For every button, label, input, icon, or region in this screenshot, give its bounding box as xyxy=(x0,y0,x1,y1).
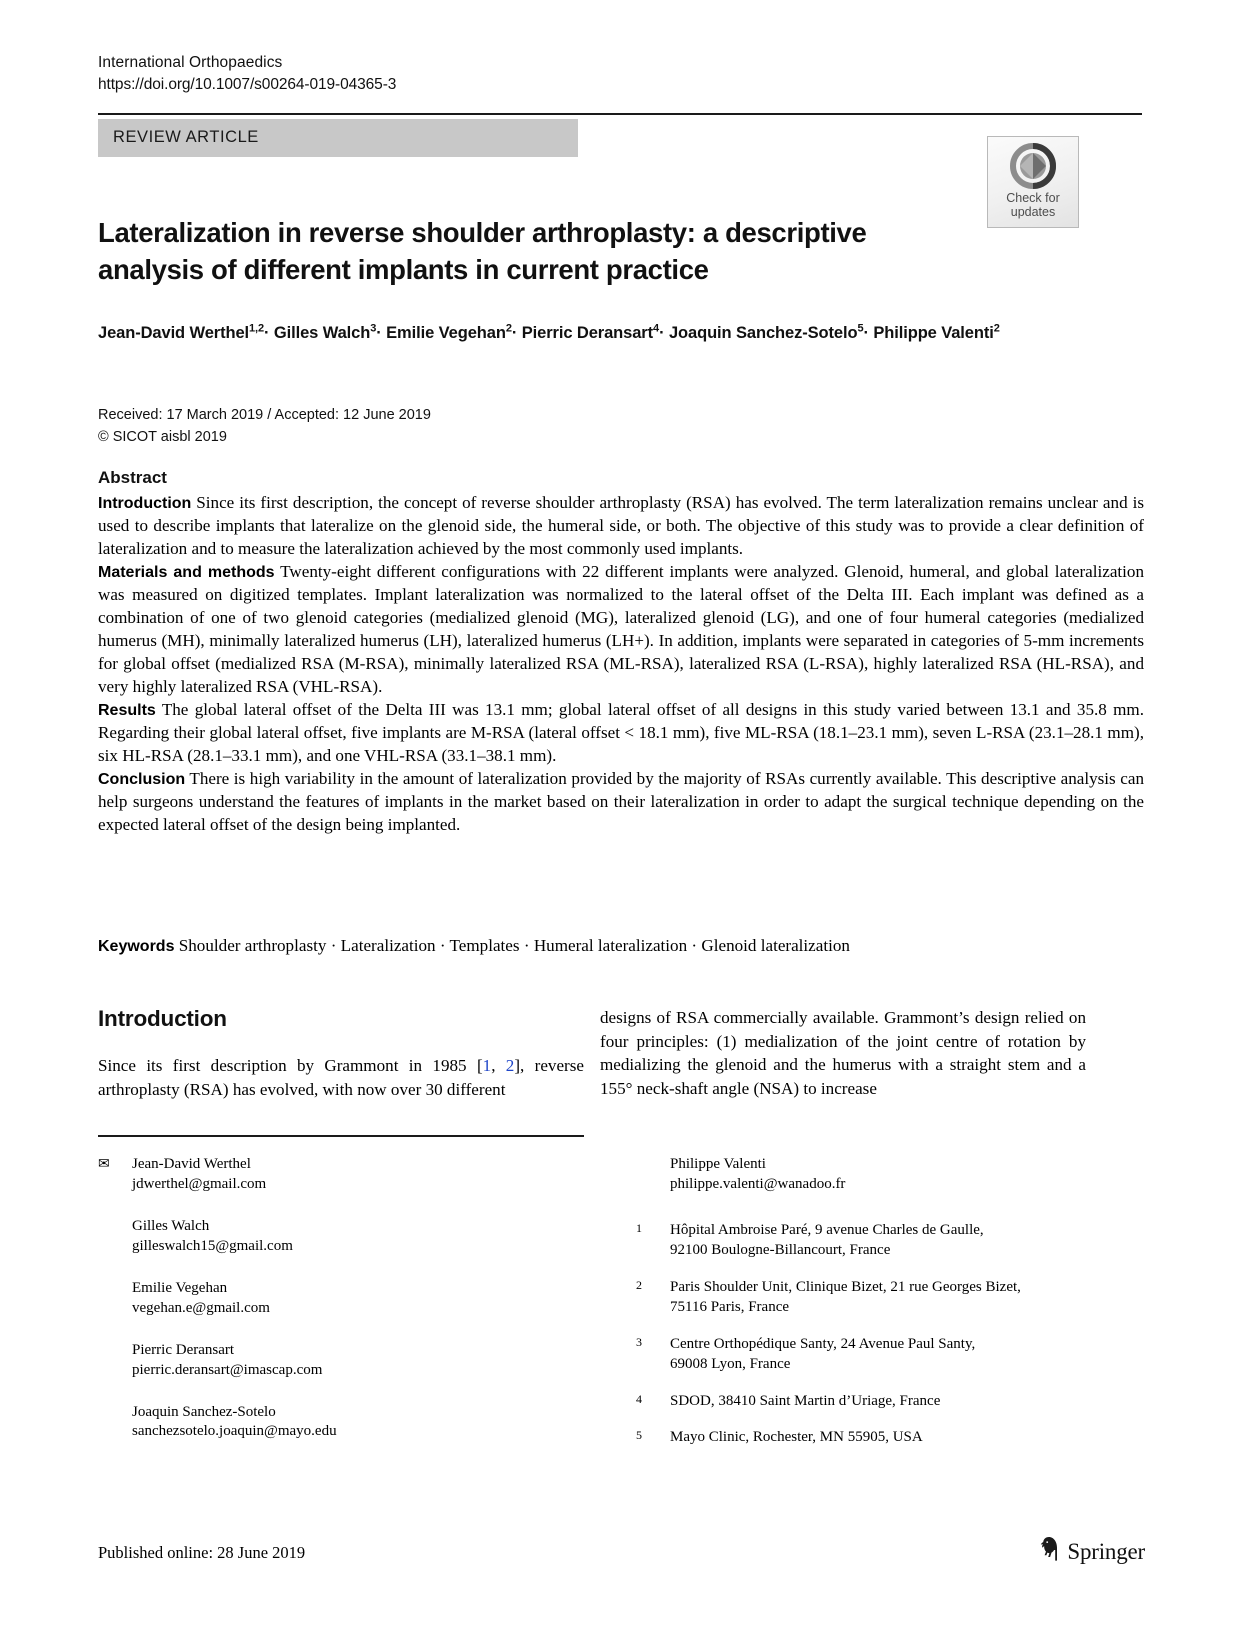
contact-entry xyxy=(98,1217,584,1257)
footnote-rule xyxy=(98,1135,584,1137)
body-column-left xyxy=(98,1006,584,1101)
contact-name: Joaquin Sanchez-Sotelo xyxy=(132,1403,276,1420)
contact-entry xyxy=(98,1155,584,1195)
author-name[interactable]: Philippe Valenti xyxy=(873,324,994,342)
affiliation-line1: Centre Orthopédique Santy, 24 Avenue Paul Santy, xyxy=(670,1335,976,1352)
contact-details xyxy=(132,1155,584,1195)
abstract-body xyxy=(98,492,1144,837)
contact-email[interactable]: sanchezsotelo.joaquin@mayo.edu xyxy=(132,1423,337,1440)
abstract-heading: Abstract xyxy=(98,468,167,487)
crossmark-label-line1: Check for xyxy=(1006,191,1060,205)
author-separator: · xyxy=(511,324,518,342)
author-separator: · xyxy=(863,324,869,342)
abstract-section-text: There is high variability in the amount of lateralization provided by the majority of RSAs currently available. This descriptive analysis can help surgeons understand the features of implants in the market based on their lateralization in order to adapt the surgical technique depending on the expected lateral offset of the design being implanted. xyxy=(98,768,1144,834)
contact-details xyxy=(132,1217,584,1257)
header-rule xyxy=(98,113,1142,115)
author-affil-marker: 2 xyxy=(505,322,512,335)
keywords-line xyxy=(98,934,1144,958)
author-name[interactable]: Gilles Walch xyxy=(273,324,371,342)
author-affil-marker: 3 xyxy=(370,322,377,335)
publication-dates xyxy=(98,405,798,449)
keyword-item[interactable]: Humeral lateralization xyxy=(533,936,688,955)
envelope-icon-placeholder xyxy=(98,1403,132,1443)
abstract-section-text: The global lateral offset of the Delta III was 13.1 mm; global lateral offset of all designs in this study varied between 13.1 and 35.8 mm. Regarding their global lateral offset, five implants are M-RSA (lateral offset < 18.1 mm), five ML-RSA (18.1–23.1 mm), seven L-RSA (23.1–28.1 mm), six HL-RSA (28.1–33.1 mm), and one VHL-RSA (33.1–38.1 mm). xyxy=(98,699,1145,765)
published-online-line: Published online: 28 June 2019 xyxy=(98,1543,306,1562)
affiliation-number: 2 xyxy=(636,1277,642,1292)
affiliation-line2: 69008 Lyon, France xyxy=(670,1355,791,1372)
affiliation-number: 1 xyxy=(636,1220,642,1235)
contact-entry xyxy=(98,1403,584,1443)
affiliation-address xyxy=(670,1278,1096,1318)
author-separator: · xyxy=(659,324,665,342)
contact-entry xyxy=(98,1341,584,1381)
affiliation-line1: Hôpital Ambroise Paré, 9 avenue Charles de Gaulle, xyxy=(670,1221,984,1238)
contact-name: Emilie Vegehan xyxy=(132,1279,228,1296)
envelope-icon-placeholder xyxy=(98,1217,132,1257)
keyword-item[interactable]: Shoulder arthroplasty xyxy=(178,936,327,955)
author-affil-marker: 2 xyxy=(993,322,1000,335)
affiliation-address xyxy=(670,1335,1096,1375)
author-separator: · xyxy=(264,324,270,342)
citation-comma: , xyxy=(491,1056,506,1075)
affiliation-address xyxy=(670,1392,1096,1412)
publisher-name: Springer xyxy=(1067,1538,1145,1564)
abstract-section-text: Twenty-eight different configurations with 22 different implants were analyzed. Glenoid, humeral, and global lateralization was measured on digitized templates. Implant lateralization was normalized to the lateral offset of the Delta III. Each implant was defined as a combination of one of two glenoid categories (medialized glenoid (MG), lateralized glenoid (LG), and one of four humeral categories (medialized humerus (MH), minimally lateralized humerus (LH), lateralized humerus (LH+). In addition, implants were separated in categories of 5-mm increments for global offset (medialized RSA (M-RSA), minimally lateralized RSA (ML-RSA), lateralized RSA (L-RSA), highly lateralized RSA (HL-RSA), and very highly lateralized RSA (VHL-RSA). xyxy=(98,561,1144,696)
intro-text-pre: Since its first description by Grammont in 1985 [ xyxy=(98,1056,483,1075)
affiliation-line2: 75116 Paris, France xyxy=(670,1298,790,1315)
affiliation-number: 4 xyxy=(636,1391,642,1406)
affiliation-entry xyxy=(636,1335,1096,1375)
publisher-logo xyxy=(1038,1536,1145,1567)
contact-name: Philippe Valenti xyxy=(670,1156,766,1172)
envelope-icon-placeholder xyxy=(98,1279,132,1319)
journal-name: International Orthopaedics xyxy=(98,54,283,71)
abstract-section-label: Introduction xyxy=(98,495,192,512)
affiliation-line1: SDOD, 38410 Saint Martin d’Uriage, France xyxy=(670,1392,941,1409)
contact-details xyxy=(132,1341,584,1381)
affiliation-entry xyxy=(636,1278,1096,1318)
author-list xyxy=(98,320,1058,347)
copyright-line: © SICOT aisbl 2019 xyxy=(98,428,227,445)
author-name[interactable]: Pierric Deransart xyxy=(521,324,654,342)
keyword-item[interactable]: Templates xyxy=(449,936,520,955)
affiliation-line1: Mayo Clinic, Rochester, MN 55905, USA xyxy=(670,1429,923,1446)
contact-email[interactable]: vegehan.e@gmail.com xyxy=(132,1299,270,1316)
abstract-section xyxy=(98,561,1144,699)
affiliation-address xyxy=(670,1428,1096,1448)
contact-entry xyxy=(636,1155,1096,1195)
page-title: Lateralization in reverse shoulder arthroplasty: a descriptive analysis of different implants in current practice xyxy=(98,217,867,285)
author-affil-marker: 5 xyxy=(857,322,864,335)
doi-link[interactable]: https://doi.org/10.1007/s00264-019-04365-3 xyxy=(98,76,397,94)
crossmark-label xyxy=(1006,191,1060,219)
affiliations-block xyxy=(636,1155,1096,1465)
journal-masthead xyxy=(98,52,798,97)
crossmark-label-line2: updates xyxy=(1010,205,1056,219)
envelope-icon-placeholder xyxy=(98,1341,132,1381)
affiliation-line2: 92100 Boulogne-Billancourt, France xyxy=(670,1241,891,1258)
keywords-label: Keywords xyxy=(98,938,175,955)
intro-text-post: ], reverse arthroplasty (RSA) has evolved, with now over 30 different xyxy=(98,1056,584,1099)
affiliation-entry xyxy=(636,1392,1096,1412)
contact-email[interactable]: pierric.deransart@imascap.com xyxy=(132,1361,323,1378)
author-name[interactable]: Emilie Vegehan xyxy=(386,324,506,342)
contact-name: Jean-David Werthel xyxy=(132,1156,251,1172)
abstract-section-label: Conclusion xyxy=(98,770,186,788)
affiliation-number: 5 xyxy=(636,1428,642,1443)
keyword-separator: · xyxy=(439,936,446,955)
affiliation-entry xyxy=(636,1221,1096,1261)
author-separator: · xyxy=(376,324,382,342)
contact-email[interactable]: jdwerthel@gmail.com xyxy=(132,1175,267,1192)
contact-name: Pierric Deransart xyxy=(132,1341,235,1358)
affiliation-line1: Paris Shoulder Unit, Clinique Bizet, 21 rue Georges Bizet, xyxy=(670,1278,1021,1295)
intro-paragraph-right: designs of RSA commercially available. Grammont’s design relied on four principles: (1) medialization of the joint centre of rotation by medializing the glenoid and the humerus with a straight stem and a 155° neck-shaft angle (NSA) to increase xyxy=(600,1008,1086,1098)
received-accepted-line: Received: 17 March 2019 / Accepted: 12 June 2019 xyxy=(98,407,431,423)
keyword-separator: · xyxy=(330,936,337,955)
keyword-item[interactable]: Lateralization xyxy=(340,936,436,955)
contact-name: Gilles Walch xyxy=(132,1217,210,1234)
abstract-section-label: Materials and methods xyxy=(98,563,275,581)
abstract-section-label: Results xyxy=(98,701,156,719)
abstract-section xyxy=(98,699,1144,768)
contact-entry xyxy=(98,1279,584,1319)
keyword-separator: · xyxy=(691,936,698,955)
springer-horse-icon xyxy=(1038,1536,1060,1567)
section-heading-introduction: Introduction xyxy=(98,1006,227,1031)
keyword-separator: · xyxy=(523,936,530,955)
keyword-item[interactable]: Glenoid lateralization xyxy=(701,936,850,955)
contact-details xyxy=(132,1279,584,1319)
contact-email[interactable]: gilleswalch15@gmail.com xyxy=(132,1237,293,1254)
body-column-right xyxy=(600,1006,1086,1100)
citation-ref-2[interactable]: 2 xyxy=(505,1056,515,1075)
author-affil-marker: 4 xyxy=(653,322,660,335)
corresponding-author-block xyxy=(98,1155,584,1464)
author-affil-marker: 1,2 xyxy=(249,322,265,335)
author-name[interactable]: Joaquin Sanchez-Sotelo xyxy=(668,324,858,342)
abstract-section-text: Since its first description, the concept of reverse shoulder arthroplasty (RSA) has evolved. The term lateralization remains unclear and is used to describe implants that lateralize on the glenoid side, the humeral side, or both. The objective of this study was to provide a clear definition of lateralization and to measure the lateralization achieved by the most commonly used implants. xyxy=(98,493,1144,558)
affiliation-number: 3 xyxy=(636,1334,642,1349)
affiliation-entry xyxy=(636,1428,1096,1448)
article-type-label: REVIEW ARTICLE xyxy=(113,128,259,146)
author-name[interactable]: Jean-David Werthel xyxy=(98,324,250,342)
abstract-section xyxy=(98,492,1144,561)
contact-details xyxy=(132,1403,584,1443)
envelope-icon: ✉ xyxy=(98,1157,110,1172)
contact-email[interactable]: philippe.valenti@wanadoo.fr xyxy=(670,1175,846,1192)
abstract-section xyxy=(98,768,1144,837)
crossmark-circle-icon xyxy=(1010,143,1056,189)
affiliation-address xyxy=(670,1221,1096,1261)
check-for-updates-badge[interactable] xyxy=(987,136,1079,228)
citation-ref-1[interactable]: 1 xyxy=(482,1056,492,1075)
intro-paragraph-left xyxy=(98,1054,584,1101)
